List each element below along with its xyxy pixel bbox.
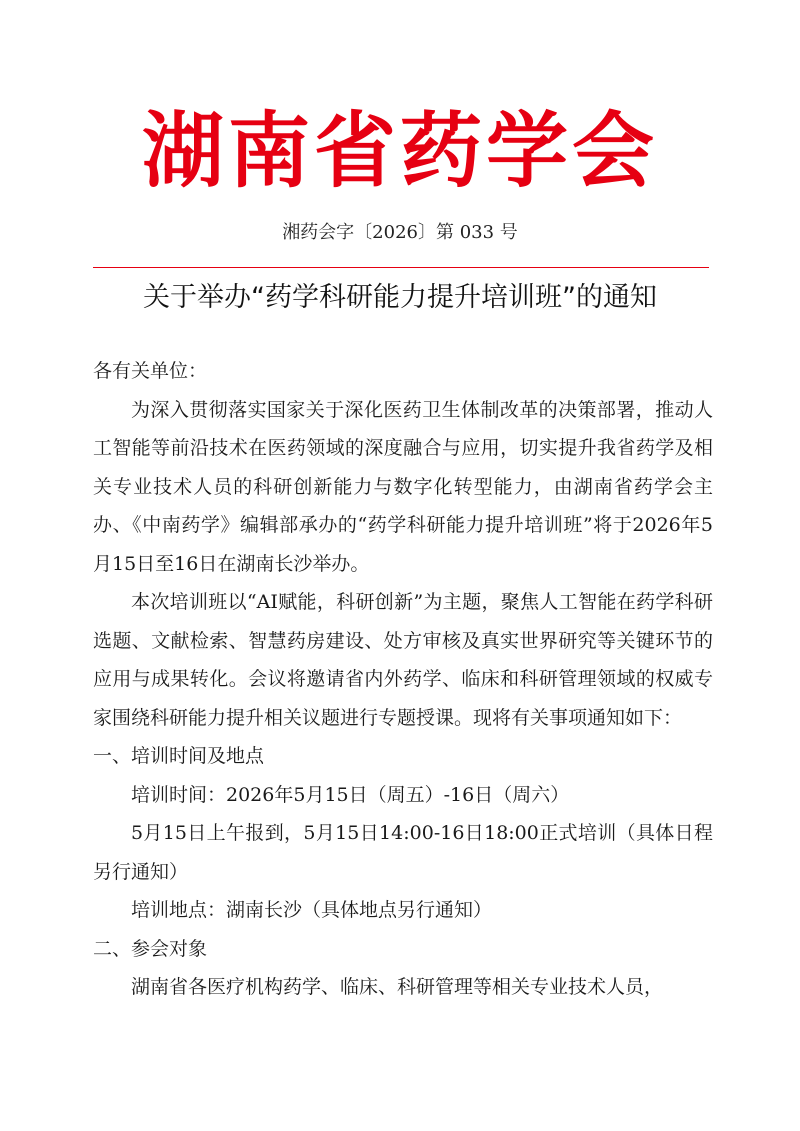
training-place: 培训地点：湖南长沙（具体地点另行通知） [131, 899, 493, 921]
red-divider-line [93, 267, 709, 268]
notice-title: 关于举办“药学科研能力提升培训班”的通知 [143, 282, 657, 313]
paragraph-theme: 本次培训班以“AI赋能，科研创新”为主题，聚焦人工智能在药学科研选题、文献检索、智慧药房建设、处方审核及真实世界研究等关键环节的应用与成果转化。会议将邀请省内外药学、临床和科研管理领域的权威专家围绕科研能力提升相关议题进行专题授课。现将有关事项通知如下： [93, 591, 713, 729]
section-heading-participants: 二、参会对象 [93, 937, 208, 960]
training-time: 培训时间：2026年5月15日（周五）-16日（周六） [131, 783, 570, 806]
org-title: 湖南省药学会 [141, 104, 658, 199]
salutation: 各有关单位： [93, 360, 208, 382]
paragraph-purpose: 为深入贯彻落实国家关于深化医药卫生体制改革的决策部署，推动人工智能等前沿技术在医药领域的深度融合与应用，切实提升我省药学及相关专业技术人员的科研创新能力与数字化转型能力，由湖南省药学会主办、《中南药学》编辑部承办的“药学科研能力提升培训班”将于2026年5月15日至16日在湖南长沙举办。 [93, 398, 713, 575]
document-body [93, 352, 713, 1007]
document-number: 湘药会字〔2026〕第 033 号 [282, 222, 518, 243]
training-schedule: 5月15日上午报到，5月15日14:00-16日18:00正式培训（具体日程另行通知） [93, 822, 713, 883]
section-heading-time-place: 一、培训时间及地点 [93, 745, 265, 767]
participants-text: 湖南省各医疗机构药学、临床、科研管理等相关专业技术人员， [131, 976, 664, 998]
